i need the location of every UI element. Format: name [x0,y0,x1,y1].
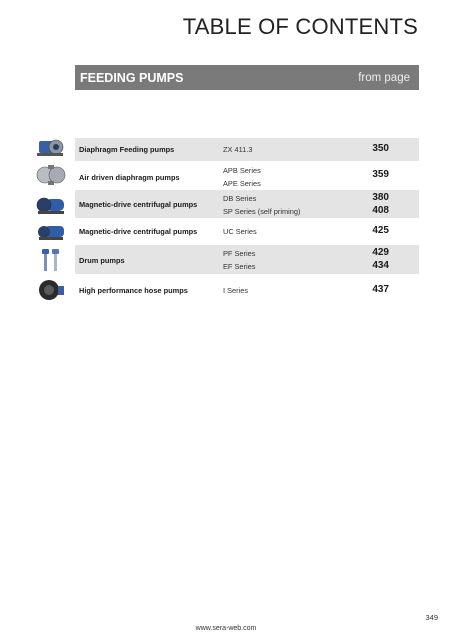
section-header-bar [75,65,419,90]
page-reference[interactable]: 359 [372,169,389,180]
page-reference[interactable]: 408 [372,205,389,216]
page-reference[interactable]: 434 [372,260,389,271]
page-number: 349 [425,613,438,622]
series-label: ZX 411.3 [223,145,253,154]
series-label: UC Series [223,227,257,236]
series-label: DB Series [223,194,257,203]
product-name: High performance hose pumps [79,286,188,295]
page-reference[interactable]: 429 [372,247,389,258]
product-name: Air driven diaphragm pumps [79,173,180,182]
toc-row [75,245,419,274]
series-label: I Series [223,286,249,295]
page-reference[interactable]: 425 [372,225,389,236]
product-name: Diaphragm Feeding pumps [79,145,175,154]
product-name: Drum pumps [79,256,125,265]
section-title: FEEDING PUMPS [80,70,184,85]
magnetic-drive-centrifugal-pump-image [36,193,66,217]
series-label: APB Series [223,166,261,175]
series-label: EF Series [223,262,256,271]
from-page-label: from page [358,71,410,84]
toc-row [75,279,419,301]
footer-url[interactable]: www.sera-web.com [195,625,257,632]
series-label: PF Series [223,249,256,258]
product-name: Magnetic-drive centrifugal pumps [79,227,198,236]
magnetic-drive-centrifugal-pump-uc-image [36,219,66,243]
toc-row [75,190,419,218]
hose-pump-image [36,278,66,302]
page-reference[interactable]: 350 [372,143,389,154]
diaphragm-feeding-pump-image [36,135,66,159]
series-label: SP Series (self priming) [223,207,301,216]
product-name: Magnetic-drive centrifugal pumps [79,200,198,209]
toc-row [75,162,419,189]
air-driven-diaphragm-pump-image [36,163,66,187]
toc-row [75,138,419,161]
page-title: TABLE OF CONTENTS [182,14,418,39]
page-reference[interactable]: 437 [372,284,389,295]
series-label: APE Series [223,179,261,188]
page-reference[interactable]: 380 [372,192,389,203]
drum-pump-image [36,248,66,272]
toc-row [75,220,419,242]
